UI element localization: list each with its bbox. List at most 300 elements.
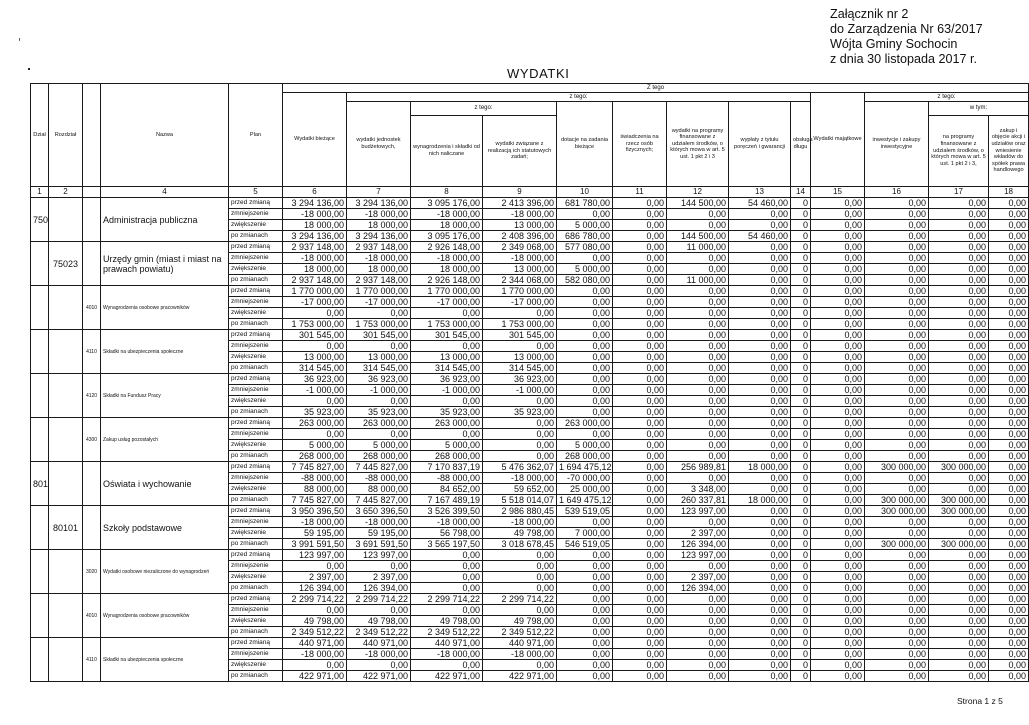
amount-cell: 0,00 xyxy=(667,671,729,682)
amount-cell: 0,00 xyxy=(347,341,411,352)
change-status-cell: zwiększenie xyxy=(229,528,283,539)
amount-cell: 0,00 xyxy=(811,671,865,682)
amount-cell: 0,00 xyxy=(865,451,929,462)
amount-cell: 263 000,00 xyxy=(283,418,347,429)
amount-cell: 0,00 xyxy=(811,319,865,330)
header-plan: Plan xyxy=(229,84,283,187)
annex-line-3: Wójta Gminy Sochocin xyxy=(830,37,958,51)
column-number-cell: 11 xyxy=(613,187,667,198)
amount-cell: 0,00 xyxy=(989,462,1029,473)
amount-cell: 0,00 xyxy=(989,418,1029,429)
amount-cell: 3 950 396,50 xyxy=(283,506,347,517)
amount-cell: 0,00 xyxy=(929,297,989,308)
column-number-cell: 13 xyxy=(729,187,791,198)
amount-cell: 539 519,05 xyxy=(557,506,613,517)
amount-cell: 0,00 xyxy=(667,517,729,528)
amount-cell: 422 971,00 xyxy=(483,671,557,682)
amount-cell: 268 000,00 xyxy=(283,451,347,462)
amount-cell: 0 xyxy=(791,363,811,374)
amount-cell: 7 445 827,00 xyxy=(347,462,411,473)
amount-cell: 0,00 xyxy=(865,242,929,253)
amount-cell: 0,00 xyxy=(929,198,989,209)
amount-cell: 3 991 591,50 xyxy=(283,539,347,550)
amount-cell: 0,00 xyxy=(989,473,1029,484)
column-number-cell: 16 xyxy=(865,187,929,198)
amount-cell: 0,00 xyxy=(347,308,411,319)
amount-cell: 0,00 xyxy=(729,242,791,253)
change-status-cell: zmniejszenie xyxy=(229,253,283,264)
amount-cell: 0,00 xyxy=(865,484,929,495)
amount-cell: 300 000,00 xyxy=(865,539,929,550)
change-status-cell: zmniejszenie xyxy=(229,385,283,396)
amount-cell: 0,00 xyxy=(557,286,613,297)
column-number-cell: 8 xyxy=(411,187,483,198)
dzial-cell xyxy=(31,638,49,682)
amount-cell: 18 000,00 xyxy=(347,264,411,275)
table-row xyxy=(31,594,1029,605)
amount-cell: 0,00 xyxy=(989,198,1029,209)
header-wynagrodzenia: wynagrodzenia i składki od nich naliczane xyxy=(411,115,483,186)
amount-cell: 0,00 xyxy=(811,286,865,297)
rozdzial-cell xyxy=(49,418,83,462)
amount-cell: 0,00 xyxy=(989,319,1029,330)
amount-cell: 0,00 xyxy=(989,352,1029,363)
amount-cell: 0,00 xyxy=(667,374,729,385)
amount-cell: 0,00 xyxy=(929,484,989,495)
amount-cell: -18 000,00 xyxy=(347,253,411,264)
amount-cell: 0,00 xyxy=(613,231,667,242)
amount-cell: 0,00 xyxy=(557,319,613,330)
amount-cell: 0 xyxy=(791,561,811,572)
amount-cell: 0,00 xyxy=(667,330,729,341)
amount-cell: 0 xyxy=(791,429,811,440)
amount-cell: 0,00 xyxy=(811,451,865,462)
header-w-tym: w tym: xyxy=(929,102,1029,116)
amount-cell: 314 545,00 xyxy=(347,363,411,374)
amount-cell: 3 294 136,00 xyxy=(347,231,411,242)
amount-cell: 0,00 xyxy=(989,550,1029,561)
amount-cell: 0,00 xyxy=(613,616,667,627)
amount-cell: -18 000,00 xyxy=(283,517,347,528)
amount-cell: 3 095 176,00 xyxy=(411,198,483,209)
amount-cell: 0,00 xyxy=(811,407,865,418)
item-name-cell: Szkoły podstawowe xyxy=(101,506,229,550)
amount-cell: 0 xyxy=(791,242,811,253)
amount-cell: 0,00 xyxy=(865,649,929,660)
amount-cell: 0,00 xyxy=(729,638,791,649)
amount-cell: 1 770 000,00 xyxy=(483,286,557,297)
amount-cell: 0,00 xyxy=(483,451,557,462)
amount-cell: 0,00 xyxy=(811,605,865,616)
amount-cell: 84 652,00 xyxy=(411,484,483,495)
change-status-cell: przed zmianą xyxy=(229,242,283,253)
amount-cell: 7 167 489,19 xyxy=(411,495,483,506)
amount-cell: 11 000,00 xyxy=(667,242,729,253)
change-status-cell: przed zmianą xyxy=(229,374,283,385)
amount-cell: 0,00 xyxy=(613,341,667,352)
amount-cell: 0,00 xyxy=(989,429,1029,440)
amount-cell: 0,00 xyxy=(613,275,667,286)
amount-cell: 0,00 xyxy=(613,319,667,330)
amount-cell: 0,00 xyxy=(729,649,791,660)
column-number-cell: 6 xyxy=(283,187,347,198)
amount-cell: 123 997,00 xyxy=(347,550,411,561)
table-row xyxy=(31,330,1029,341)
amount-cell: 0,00 xyxy=(811,429,865,440)
column-number-cell: 18 xyxy=(989,187,1029,198)
amount-cell: 0 xyxy=(791,594,811,605)
amount-cell: 25 000,00 xyxy=(557,484,613,495)
amount-cell: 0,00 xyxy=(929,308,989,319)
table-row xyxy=(31,242,1029,253)
column-number-cell: 7 xyxy=(347,187,411,198)
amount-cell: 88 000,00 xyxy=(347,484,411,495)
amount-cell: 0,00 xyxy=(667,407,729,418)
amount-cell: 0,00 xyxy=(613,198,667,209)
amount-cell: 260 337,81 xyxy=(667,495,729,506)
amount-cell: 300 000,00 xyxy=(929,539,989,550)
amount-cell: 0,00 xyxy=(865,286,929,297)
amount-cell: 0,00 xyxy=(729,583,791,594)
amount-cell: 1 770 000,00 xyxy=(411,286,483,297)
amount-cell: 2 937 148,00 xyxy=(347,242,411,253)
amount-cell: 0,00 xyxy=(283,429,347,440)
amount-cell: 1 753 000,00 xyxy=(411,319,483,330)
amount-cell: 0 xyxy=(791,264,811,275)
header-z-tego-invest: z tego: xyxy=(865,93,1029,102)
amount-cell: 301 545,00 xyxy=(347,330,411,341)
amount-cell: 0,00 xyxy=(557,660,613,671)
change-status-cell: po zmianach xyxy=(229,495,283,506)
amount-cell: 0,00 xyxy=(667,451,729,462)
amount-cell: 0,00 xyxy=(865,605,929,616)
amount-cell: 0,00 xyxy=(613,495,667,506)
amount-cell: 0,00 xyxy=(865,627,929,638)
amount-cell: 0,00 xyxy=(613,253,667,264)
amount-cell: 0,00 xyxy=(729,528,791,539)
amount-cell: 0 xyxy=(791,616,811,627)
amount-cell: 0,00 xyxy=(865,616,929,627)
table-row xyxy=(31,418,1029,429)
amount-cell: 0 xyxy=(791,528,811,539)
amount-cell: -1 000,00 xyxy=(483,385,557,396)
amount-cell: 18 000,00 xyxy=(411,220,483,231)
amount-cell: 0,00 xyxy=(811,506,865,517)
document-title: WYDATKI xyxy=(507,66,570,81)
amount-cell: 5 518 014,07 xyxy=(483,495,557,506)
amount-cell: 0,00 xyxy=(483,572,557,583)
amount-cell: 0,00 xyxy=(667,308,729,319)
item-name-cell: Składki na ubezpieczenia społeczne xyxy=(101,638,229,682)
amount-cell: 7 000,00 xyxy=(557,528,613,539)
amount-cell: 0 xyxy=(791,671,811,682)
amount-cell: 0,00 xyxy=(929,231,989,242)
amount-cell: 0,00 xyxy=(811,308,865,319)
amount-cell: 0,00 xyxy=(729,517,791,528)
amount-cell: -1 000,00 xyxy=(283,385,347,396)
amount-cell: 0,00 xyxy=(811,583,865,594)
amount-cell: 0,00 xyxy=(929,572,989,583)
amount-cell: 2 349 512,22 xyxy=(283,627,347,638)
column-number-cell: 12 xyxy=(667,187,729,198)
amount-cell: 3 348,00 xyxy=(667,484,729,495)
change-status-cell: po zmianach xyxy=(229,275,283,286)
amount-cell: 300 000,00 xyxy=(865,462,929,473)
page-number: Strona 1 z 5 xyxy=(957,696,1003,706)
amount-cell: 0,00 xyxy=(811,385,865,396)
column-number-cell: 5 xyxy=(229,187,283,198)
amount-cell: 0 xyxy=(791,297,811,308)
amount-cell: 49 798,00 xyxy=(283,616,347,627)
header-wydatki-biezace: Wydatki bieżące xyxy=(283,93,347,187)
amount-cell: 0,00 xyxy=(613,286,667,297)
amount-cell: 0,00 xyxy=(667,253,729,264)
change-status-cell: zwiększenie xyxy=(229,660,283,671)
amount-cell: 0 xyxy=(791,550,811,561)
amount-cell: 0,00 xyxy=(483,550,557,561)
amount-cell: 59 652,00 xyxy=(483,484,557,495)
amount-cell: 0,00 xyxy=(347,396,411,407)
amount-cell: 0,00 xyxy=(613,374,667,385)
amount-cell: -18 000,00 xyxy=(347,517,411,528)
dzial-cell xyxy=(31,418,49,462)
change-status-cell: po zmianach xyxy=(229,539,283,550)
amount-cell: 0,00 xyxy=(929,627,989,638)
item-name-cell: Oświata i wychowanie xyxy=(101,462,229,506)
item-name-cell: Urzędy gmin (miast i miast na prawach powiatu) xyxy=(101,242,229,286)
rozdzial-cell: 80101 xyxy=(49,506,83,550)
amount-cell: 422 971,00 xyxy=(283,671,347,682)
amount-cell: 13 000,00 xyxy=(483,264,557,275)
header-obsluga-dlugu: obsługa długu xyxy=(791,102,811,187)
amount-cell: 0,00 xyxy=(729,253,791,264)
amount-cell: 1 770 000,00 xyxy=(283,286,347,297)
amount-cell: 0 xyxy=(791,198,811,209)
amount-cell: 0 xyxy=(791,638,811,649)
amount-cell: 0,00 xyxy=(929,616,989,627)
amount-cell: 1 753 000,00 xyxy=(483,319,557,330)
header-rozdzial: Rozdział xyxy=(49,84,83,187)
amount-cell: 0,00 xyxy=(557,396,613,407)
amount-cell: 0,00 xyxy=(557,253,613,264)
amount-cell: 0,00 xyxy=(865,429,929,440)
amount-cell: 18 000,00 xyxy=(283,220,347,231)
amount-cell: 0,00 xyxy=(865,385,929,396)
amount-cell: 0,00 xyxy=(613,308,667,319)
amount-cell: 0 xyxy=(791,209,811,220)
amount-cell: 3 018 678,45 xyxy=(483,539,557,550)
amount-cell: 0 xyxy=(791,231,811,242)
expenditures-table xyxy=(30,83,1029,682)
amount-cell: 0 xyxy=(791,440,811,451)
amount-cell: -18 000,00 xyxy=(283,209,347,220)
header-poreczenia: wypłaty z tytułu poręczeń i gwarancji xyxy=(729,102,791,187)
table-row xyxy=(31,198,1029,209)
amount-cell: 0,00 xyxy=(989,308,1029,319)
amount-cell: 2 344 068,00 xyxy=(483,275,557,286)
header-dzial: Dział xyxy=(31,84,49,187)
amount-cell: 5 000,00 xyxy=(283,440,347,451)
amount-cell: 0,00 xyxy=(989,572,1029,583)
amount-cell: 144 500,00 xyxy=(667,198,729,209)
amount-cell: 0,00 xyxy=(347,429,411,440)
column-number-cell: 10 xyxy=(557,187,613,198)
amount-cell: 0,00 xyxy=(729,605,791,616)
dzial-cell: 801 xyxy=(31,462,49,506)
amount-cell: 0,00 xyxy=(865,440,929,451)
amount-cell: 0,00 xyxy=(557,583,613,594)
amount-cell: 0,00 xyxy=(729,363,791,374)
amount-cell: 2 986 880,45 xyxy=(483,506,557,517)
amount-cell: 0,00 xyxy=(613,363,667,374)
amount-cell: 126 394,00 xyxy=(283,583,347,594)
amount-cell: 18 000,00 xyxy=(347,220,411,231)
header-majatkowe: Wydatki majątkowe xyxy=(811,93,865,187)
amount-cell: 2 349 068,00 xyxy=(483,242,557,253)
amount-cell: 0,00 xyxy=(989,330,1029,341)
amount-cell: 0,00 xyxy=(929,451,989,462)
amount-cell: 0,00 xyxy=(865,231,929,242)
amount-cell: 123 997,00 xyxy=(667,506,729,517)
amount-cell: 0,00 xyxy=(989,627,1029,638)
amount-cell: 0 xyxy=(791,649,811,660)
amount-cell: 36 923,00 xyxy=(411,374,483,385)
amount-cell: 0,00 xyxy=(865,550,929,561)
amount-cell: 0,00 xyxy=(729,330,791,341)
amount-cell: 13 000,00 xyxy=(483,352,557,363)
change-status-cell: przed zmianą xyxy=(229,462,283,473)
amount-cell: 0,00 xyxy=(729,506,791,517)
header-wydatki-jednostek: wydatki jednostek budżetowych, xyxy=(347,102,411,187)
amount-cell: 13 000,00 xyxy=(483,220,557,231)
amount-cell: 314 545,00 xyxy=(411,363,483,374)
amount-cell: 0,00 xyxy=(729,374,791,385)
amount-cell: 0,00 xyxy=(283,561,347,572)
amount-cell: 0,00 xyxy=(613,242,667,253)
amount-cell: 0,00 xyxy=(989,242,1029,253)
amount-cell: 0,00 xyxy=(411,660,483,671)
amount-cell: 1 770 000,00 xyxy=(347,286,411,297)
rozdzial-cell xyxy=(49,374,83,418)
paragraf-cell: 4010 xyxy=(83,286,101,330)
amount-cell: 49 798,00 xyxy=(347,616,411,627)
amount-cell: 300 000,00 xyxy=(929,462,989,473)
column-number-cell: 17 xyxy=(929,187,989,198)
amount-cell: 0,00 xyxy=(811,440,865,451)
change-status-cell: zwiększenie xyxy=(229,308,283,319)
amount-cell: 0 xyxy=(791,396,811,407)
change-status-cell: po zmianach xyxy=(229,363,283,374)
table-row xyxy=(31,286,1029,297)
amount-cell: 0,00 xyxy=(729,209,791,220)
amount-cell: 0,00 xyxy=(989,440,1029,451)
amount-cell: 0,00 xyxy=(557,407,613,418)
amount-cell: 0,00 xyxy=(613,429,667,440)
table-row xyxy=(31,550,1029,561)
table-row xyxy=(31,506,1029,517)
amount-cell: 0 xyxy=(791,517,811,528)
amount-cell: 0,00 xyxy=(729,627,791,638)
annex-line-4: z dnia 30 listopada 2017 r. xyxy=(830,52,978,66)
amount-cell: 268 000,00 xyxy=(557,451,613,462)
table-row xyxy=(31,638,1029,649)
amount-cell: 0,00 xyxy=(929,352,989,363)
dzial-cell xyxy=(31,506,49,550)
change-status-cell: po zmianach xyxy=(229,627,283,638)
amount-cell: 0,00 xyxy=(865,308,929,319)
amount-cell: 5 000,00 xyxy=(557,220,613,231)
amount-cell: 0,00 xyxy=(483,660,557,671)
amount-cell: 422 971,00 xyxy=(411,671,483,682)
amount-cell: 0 xyxy=(791,572,811,583)
amount-cell: 0,00 xyxy=(667,429,729,440)
amount-cell: 0,00 xyxy=(865,253,929,264)
amount-cell: 59 195,00 xyxy=(283,528,347,539)
amount-cell: 3 565 197,50 xyxy=(411,539,483,550)
amount-cell: 0,00 xyxy=(929,550,989,561)
amount-cell: 0,00 xyxy=(411,583,483,594)
amount-cell: 0,00 xyxy=(667,561,729,572)
amount-cell: 0,00 xyxy=(989,374,1029,385)
amount-cell: 0,00 xyxy=(283,396,347,407)
amount-cell: 0,00 xyxy=(811,572,865,583)
amount-cell: 2 299 714,22 xyxy=(283,594,347,605)
amount-cell: 0,00 xyxy=(929,396,989,407)
amount-cell: 0,00 xyxy=(411,561,483,572)
amount-cell: 0,00 xyxy=(483,561,557,572)
amount-cell: 7 745 827,00 xyxy=(283,462,347,473)
change-status-cell: zmniejszenie xyxy=(229,297,283,308)
amount-cell: 0,00 xyxy=(483,429,557,440)
amount-cell: -18 000,00 xyxy=(483,517,557,528)
amount-cell: 301 545,00 xyxy=(411,330,483,341)
amount-cell: 49 798,00 xyxy=(483,528,557,539)
amount-cell: 0,00 xyxy=(811,539,865,550)
amount-cell: 0,00 xyxy=(667,385,729,396)
amount-cell: 0,00 xyxy=(929,330,989,341)
amount-cell: 0,00 xyxy=(613,484,667,495)
amount-cell: -18 000,00 xyxy=(483,253,557,264)
amount-cell: 0,00 xyxy=(865,594,929,605)
amount-cell: 0,00 xyxy=(989,286,1029,297)
amount-cell: 0,00 xyxy=(483,341,557,352)
amount-cell: 5 000,00 xyxy=(411,440,483,451)
amount-cell: 0,00 xyxy=(729,572,791,583)
amount-cell: 0,00 xyxy=(929,583,989,594)
amount-cell: 0,00 xyxy=(929,264,989,275)
amount-cell: 2 299 714,22 xyxy=(483,594,557,605)
annex-line-1: Załącznik nr 2 xyxy=(830,7,909,21)
amount-cell: 0 xyxy=(791,352,811,363)
amount-cell: 54 460,00 xyxy=(729,198,791,209)
amount-cell: 0,00 xyxy=(989,451,1029,462)
amount-cell: 0,00 xyxy=(989,363,1029,374)
amount-cell: 0,00 xyxy=(557,517,613,528)
item-name-cell: Składki na Fundusz Pracy xyxy=(101,374,229,418)
header-inwestycje: inwestycje i zakupy inwestycyjne xyxy=(865,102,929,187)
amount-cell: 0,00 xyxy=(811,616,865,627)
amount-cell: 0,00 xyxy=(557,638,613,649)
amount-cell: 0,00 xyxy=(483,396,557,407)
amount-cell: 0,00 xyxy=(667,352,729,363)
amount-cell: 0,00 xyxy=(929,671,989,682)
amount-cell: 0,00 xyxy=(811,363,865,374)
amount-cell: 0,00 xyxy=(483,418,557,429)
amount-cell: 681 780,00 xyxy=(557,198,613,209)
amount-cell: 0,00 xyxy=(483,308,557,319)
annex-header xyxy=(830,7,1010,67)
amount-cell: 0,00 xyxy=(811,264,865,275)
